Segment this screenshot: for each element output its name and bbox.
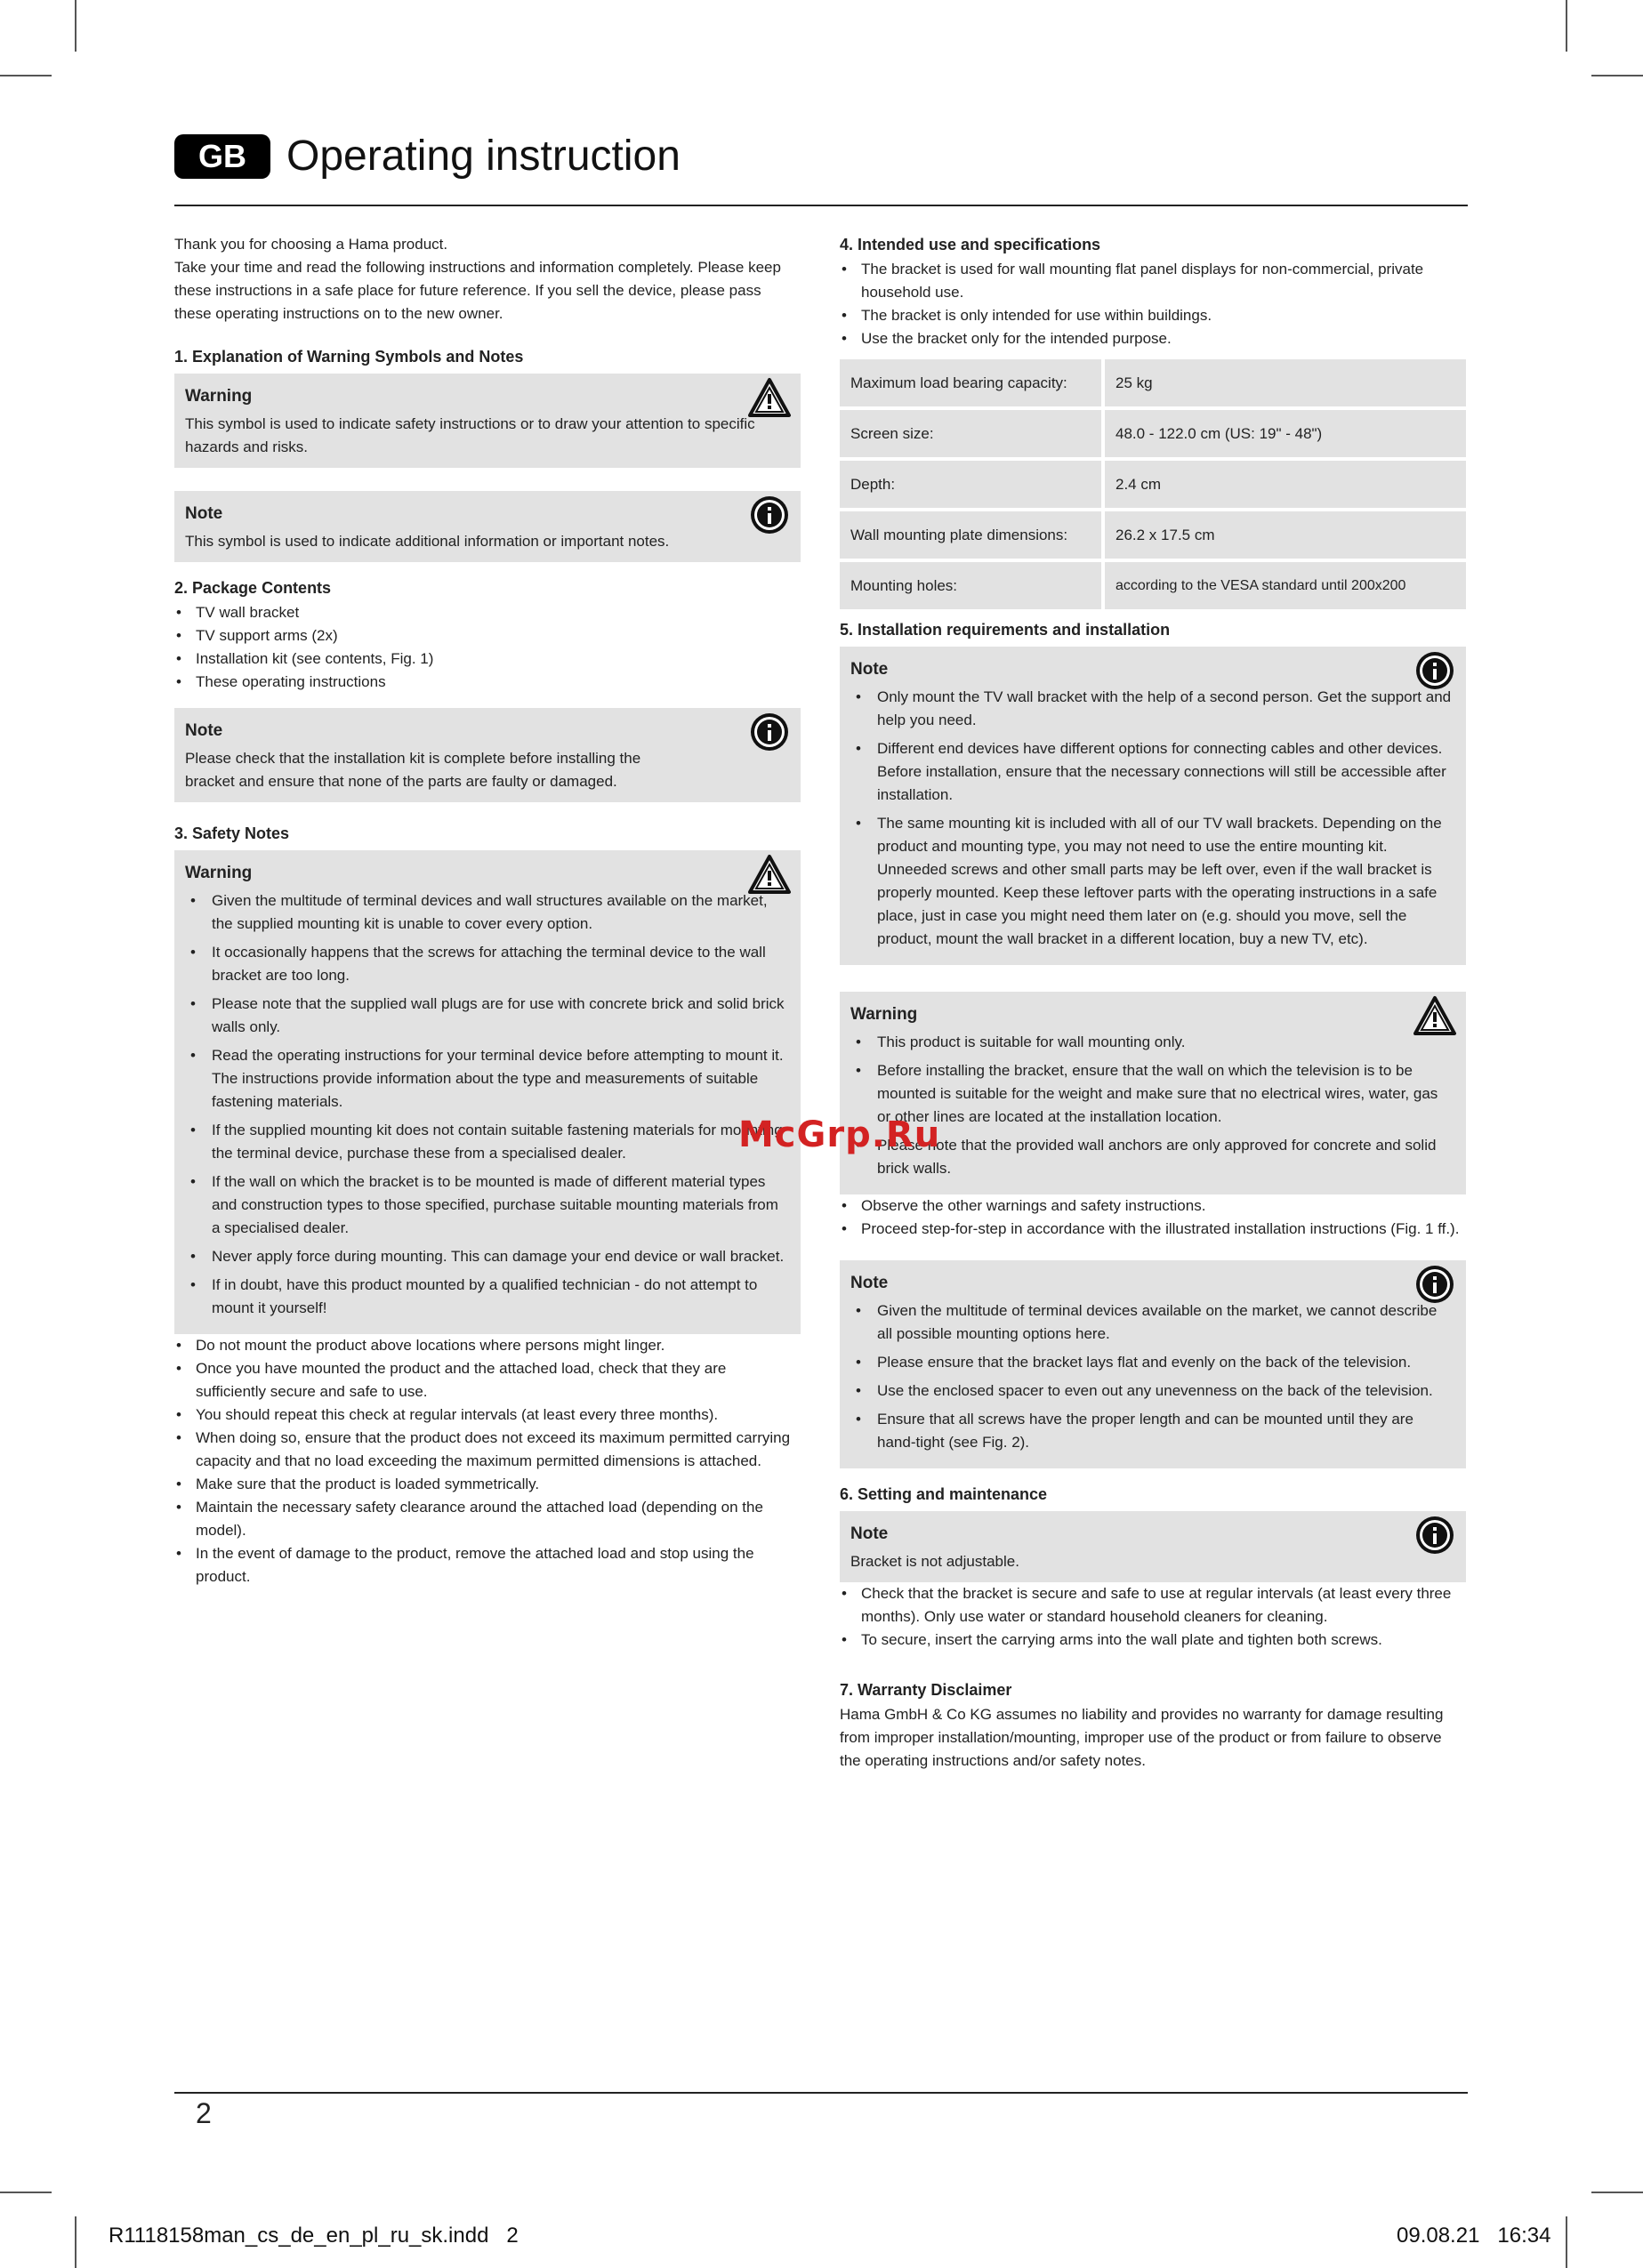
section-heading-package-contents: 2. Package Contents (174, 579, 332, 597)
section-heading-intended-use: 4. Intended use and specifications (840, 236, 1101, 253)
list-item: • TV support arms (2x) (174, 624, 801, 647)
list-item: • Use the enclosed spacer to even out any unevenness on the back of the television. (850, 1379, 1455, 1403)
spec-value: 48.0 - 122.0 cm (US: 19" - 48") (1105, 410, 1466, 457)
list-item: • TV wall bracket (174, 601, 801, 624)
spec-value: 25 kg (1105, 359, 1466, 406)
note-box (840, 1511, 1466, 1582)
spec-label: Maximum load bearing capacity: (840, 359, 1105, 406)
spec-table (840, 356, 1466, 613)
section-heading-warning-symbols: 1. Explanation of Warning Symbols and Notes (174, 348, 524, 366)
list-item: • Given the multitude of terminal devices available on the market, we cannot describe all possible mounting options here. (850, 1299, 1455, 1346)
safety-list (174, 1334, 801, 1588)
note-box (174, 708, 801, 802)
crop-mark (1566, 2216, 1567, 2268)
warranty-text: Hama GmbH & Co KG assumes no liability and provides no warranty for damage resulting from improper installation/mounting, improper use of the product or from failure to observe the operating instructions and/or safety notes. (840, 1706, 1444, 1769)
list-item: • Use the bracket only for the intended purpose. (840, 327, 1466, 350)
section-heading-maintenance: 6. Setting and maintenance (840, 1485, 1048, 1503)
list-item: • It occasionally happens that the screws for attaching the terminal device to the wall bracket are too long. (185, 941, 790, 987)
footer-rule (174, 2092, 1468, 2094)
intro-line: Thank you for choosing a Hama product. (174, 236, 448, 253)
list-item: • Installation kit (see contents, Fig. 1) (174, 647, 801, 671)
note-title: Note (850, 1524, 889, 1543)
note-text: Bracket is not adjustable. (850, 1553, 1019, 1570)
warning-box (174, 374, 801, 468)
list-item: • Check that the bracket is secure and safe to use at regular intervals (at least every three months). Only use water or standard household cleaners for cleaning. (840, 1582, 1466, 1629)
section-heading-safety-notes: 3. Safety Notes (174, 824, 290, 842)
package-contents-list (174, 601, 801, 694)
note-box (174, 491, 801, 562)
spec-label: Mounting holes: (840, 562, 1105, 609)
list-item: • Observe the other warnings and safety instructions. (840, 1194, 1466, 1218)
note-text: Please check that the installation kit is complete before installing the bracket and ensure that none of the parts are faulty or damaged. (185, 750, 641, 790)
note-box (840, 1260, 1466, 1468)
spec-value: according to the VESA standard until 200x200 (1105, 562, 1466, 609)
table-row (840, 511, 1466, 559)
intro (174, 233, 801, 326)
warning-box (840, 992, 1466, 1194)
list-item: • Once you have mounted the product and the attached load, check that they are sufficiently secure and safe to use. (174, 1357, 801, 1403)
list-item: • Different end devices have different options for connecting cables and other devices. Before installation, ensure that the necessary connections will still be accessible after installation. (850, 737, 1455, 807)
spec-value: 26.2 x 17.5 cm (1105, 511, 1466, 559)
table-row (840, 562, 1466, 609)
spec-label: Wall mounting plate dimensions: (840, 511, 1105, 559)
list-item: • The bracket is used for wall mounting flat panel displays for non-commercial, private household use. (840, 258, 1466, 304)
crop-mark (1591, 75, 1643, 76)
crop-mark (75, 2216, 77, 2268)
list-item: • Proceed step-for-step in accordance with the illustrated installation instructions (Fig. 1 ff.). (840, 1218, 1466, 1241)
note-title: Note (850, 1274, 889, 1292)
left-column (174, 233, 801, 1588)
list-item: • The same mounting kit is included with all of our TV wall brackets. Depending on the product and mounting type, you may not need to use the entire mounting kit. Unneeded screws and other small parts may be left over, even if the wall bracket is properly mounted. Keep these leftover parts with the operating instructions in a safe place, just in case you might need them later on (e.g. should you move, sell the product, mount the wall bracket in a different location, buy a new TV, etc). (850, 812, 1455, 951)
list-item: • Only mount the TV wall bracket with the help of a second person. Get the support and help you need. (850, 686, 1455, 732)
note-title: Note (185, 504, 223, 523)
list-item: • Given the multitude of terminal devices and wall structures available on the market, the supplied mounting kit is unable to cover every option. (185, 889, 790, 936)
crop-mark (0, 75, 52, 76)
list-item: • Read the operating instructions for your terminal device before attempting to mount it. The instructions provide information about the type and measurements of suitable fastening materials. (185, 1044, 790, 1114)
warning-list (185, 889, 790, 1320)
page-header (174, 132, 681, 181)
table-row (840, 359, 1466, 406)
list-item: • Maintain the necessary safety clearance around the attached load (depending on the model). (174, 1496, 801, 1542)
note-list (850, 1299, 1455, 1454)
installation-list (840, 1194, 1466, 1241)
note-text: This symbol is used to indicate additional information or important notes. (185, 533, 670, 550)
list-item: • The bracket is only intended for use within buildings. (840, 304, 1466, 327)
table-row (840, 461, 1466, 508)
warning-title: Warning (850, 1005, 918, 1024)
warning-box (174, 850, 801, 1334)
maintenance-list (840, 1582, 1466, 1652)
spec-label: Screen size: (840, 410, 1105, 457)
list-item: • Do not mount the product above locations where persons might linger. (174, 1334, 801, 1357)
crop-mark (1591, 2192, 1643, 2193)
warning-text: This symbol is used to indicate safety instructions or to draw your attention to specific hazards and risks. (185, 415, 755, 455)
list-item: • Before installing the bracket, ensure that the wall on which the television is to be mounted is suitable for the weight and make sure that no electrical wires, water, gas or other lines are located at the installation location. (850, 1059, 1455, 1129)
warning-title: Warning (185, 387, 253, 406)
note-box (840, 647, 1466, 965)
list-item: • Never apply force during mounting. This can damage your end device or wall bracket. (185, 1245, 790, 1268)
footer-filename: R1118158man_cs_de_en_pl_ru_sk.indd 2 (109, 2224, 519, 2248)
section-heading-installation: 5. Installation requirements and installation (840, 621, 1171, 639)
warning-title: Warning (185, 864, 253, 882)
note-title: Note (850, 660, 889, 679)
list-item: • You should repeat this check at regular intervals (at least every three months). (174, 1403, 801, 1427)
info-icon (747, 495, 792, 535)
list-item: • Make sure that the product is loaded symmetrically. (174, 1473, 801, 1496)
list-item: • Please note that the supplied wall plugs are for use with concrete brick and solid brick walls only. (185, 993, 790, 1039)
list-item: • When doing so, ensure that the product does not exceed its maximum permitted carrying capacity and that no load exceeding the maximum permitted dimensions is attached. (174, 1427, 801, 1473)
list-item: • Please note that the provided wall anchors are only approved for concrete and solid brick walls. (850, 1134, 1455, 1180)
list-item: • These operating instructions (174, 671, 801, 694)
watermark: McGrp.Ru (738, 1114, 941, 1155)
section-heading-warranty: 7. Warranty Disclaimer (840, 1681, 1012, 1699)
list-item: • Ensure that all screws have the proper length and can be mounted until they are hand-tight (see Fig. 2). (850, 1408, 1455, 1454)
list-item: • This product is suitable for wall mounting only. (850, 1031, 1455, 1054)
intended-use-list (840, 258, 1466, 350)
info-icon (1413, 1515, 1457, 1556)
table-row (840, 410, 1466, 457)
note-title: Note (185, 721, 223, 740)
crop-mark (75, 0, 77, 52)
page-title: Operating instruction (286, 133, 681, 180)
header-rule (174, 205, 1468, 206)
language-badge: GB (174, 134, 270, 179)
list-item: • If the wall on which the bracket is to be mounted is made of different material types and construction types to those specified, purchase suitable mounting materials from a specialised dealer. (185, 1170, 790, 1240)
spec-value: 2.4 cm (1105, 461, 1466, 508)
right-column (840, 233, 1466, 1773)
list-item: • If the supplied mounting kit does not contain suitable fastening materials for mounting the terminal device, purchase these from a specialised dealer. (185, 1119, 790, 1165)
warning-triangle-icon (747, 377, 792, 418)
list-item: • If in doubt, have this product mounted by a qualified technician - do not attempt to mount it yourself! (185, 1274, 790, 1320)
list-item: • In the event of damage to the product, remove the attached load and stop using the product. (174, 1542, 801, 1588)
warning-list (850, 1031, 1455, 1180)
info-icon (747, 712, 792, 752)
crop-mark (1566, 0, 1567, 52)
footer-datetime: 09.08.21 16:34 (1397, 2224, 1551, 2248)
crop-mark (0, 2192, 52, 2193)
intro-paragraph: Take your time and read the following instructions and information completely. Please keep these instructions in a safe place for future reference. If you sell the device, please pass these operating instructions on to the new owner. (174, 259, 781, 322)
spec-label: Depth: (840, 461, 1105, 508)
list-item: • Please ensure that the bracket lays flat and evenly on the back of the television. (850, 1351, 1455, 1374)
note-list (850, 686, 1455, 951)
list-item: • To secure, insert the carrying arms into the wall plate and tighten both screws. (840, 1629, 1466, 1652)
page-number: 2 (196, 2097, 212, 2129)
